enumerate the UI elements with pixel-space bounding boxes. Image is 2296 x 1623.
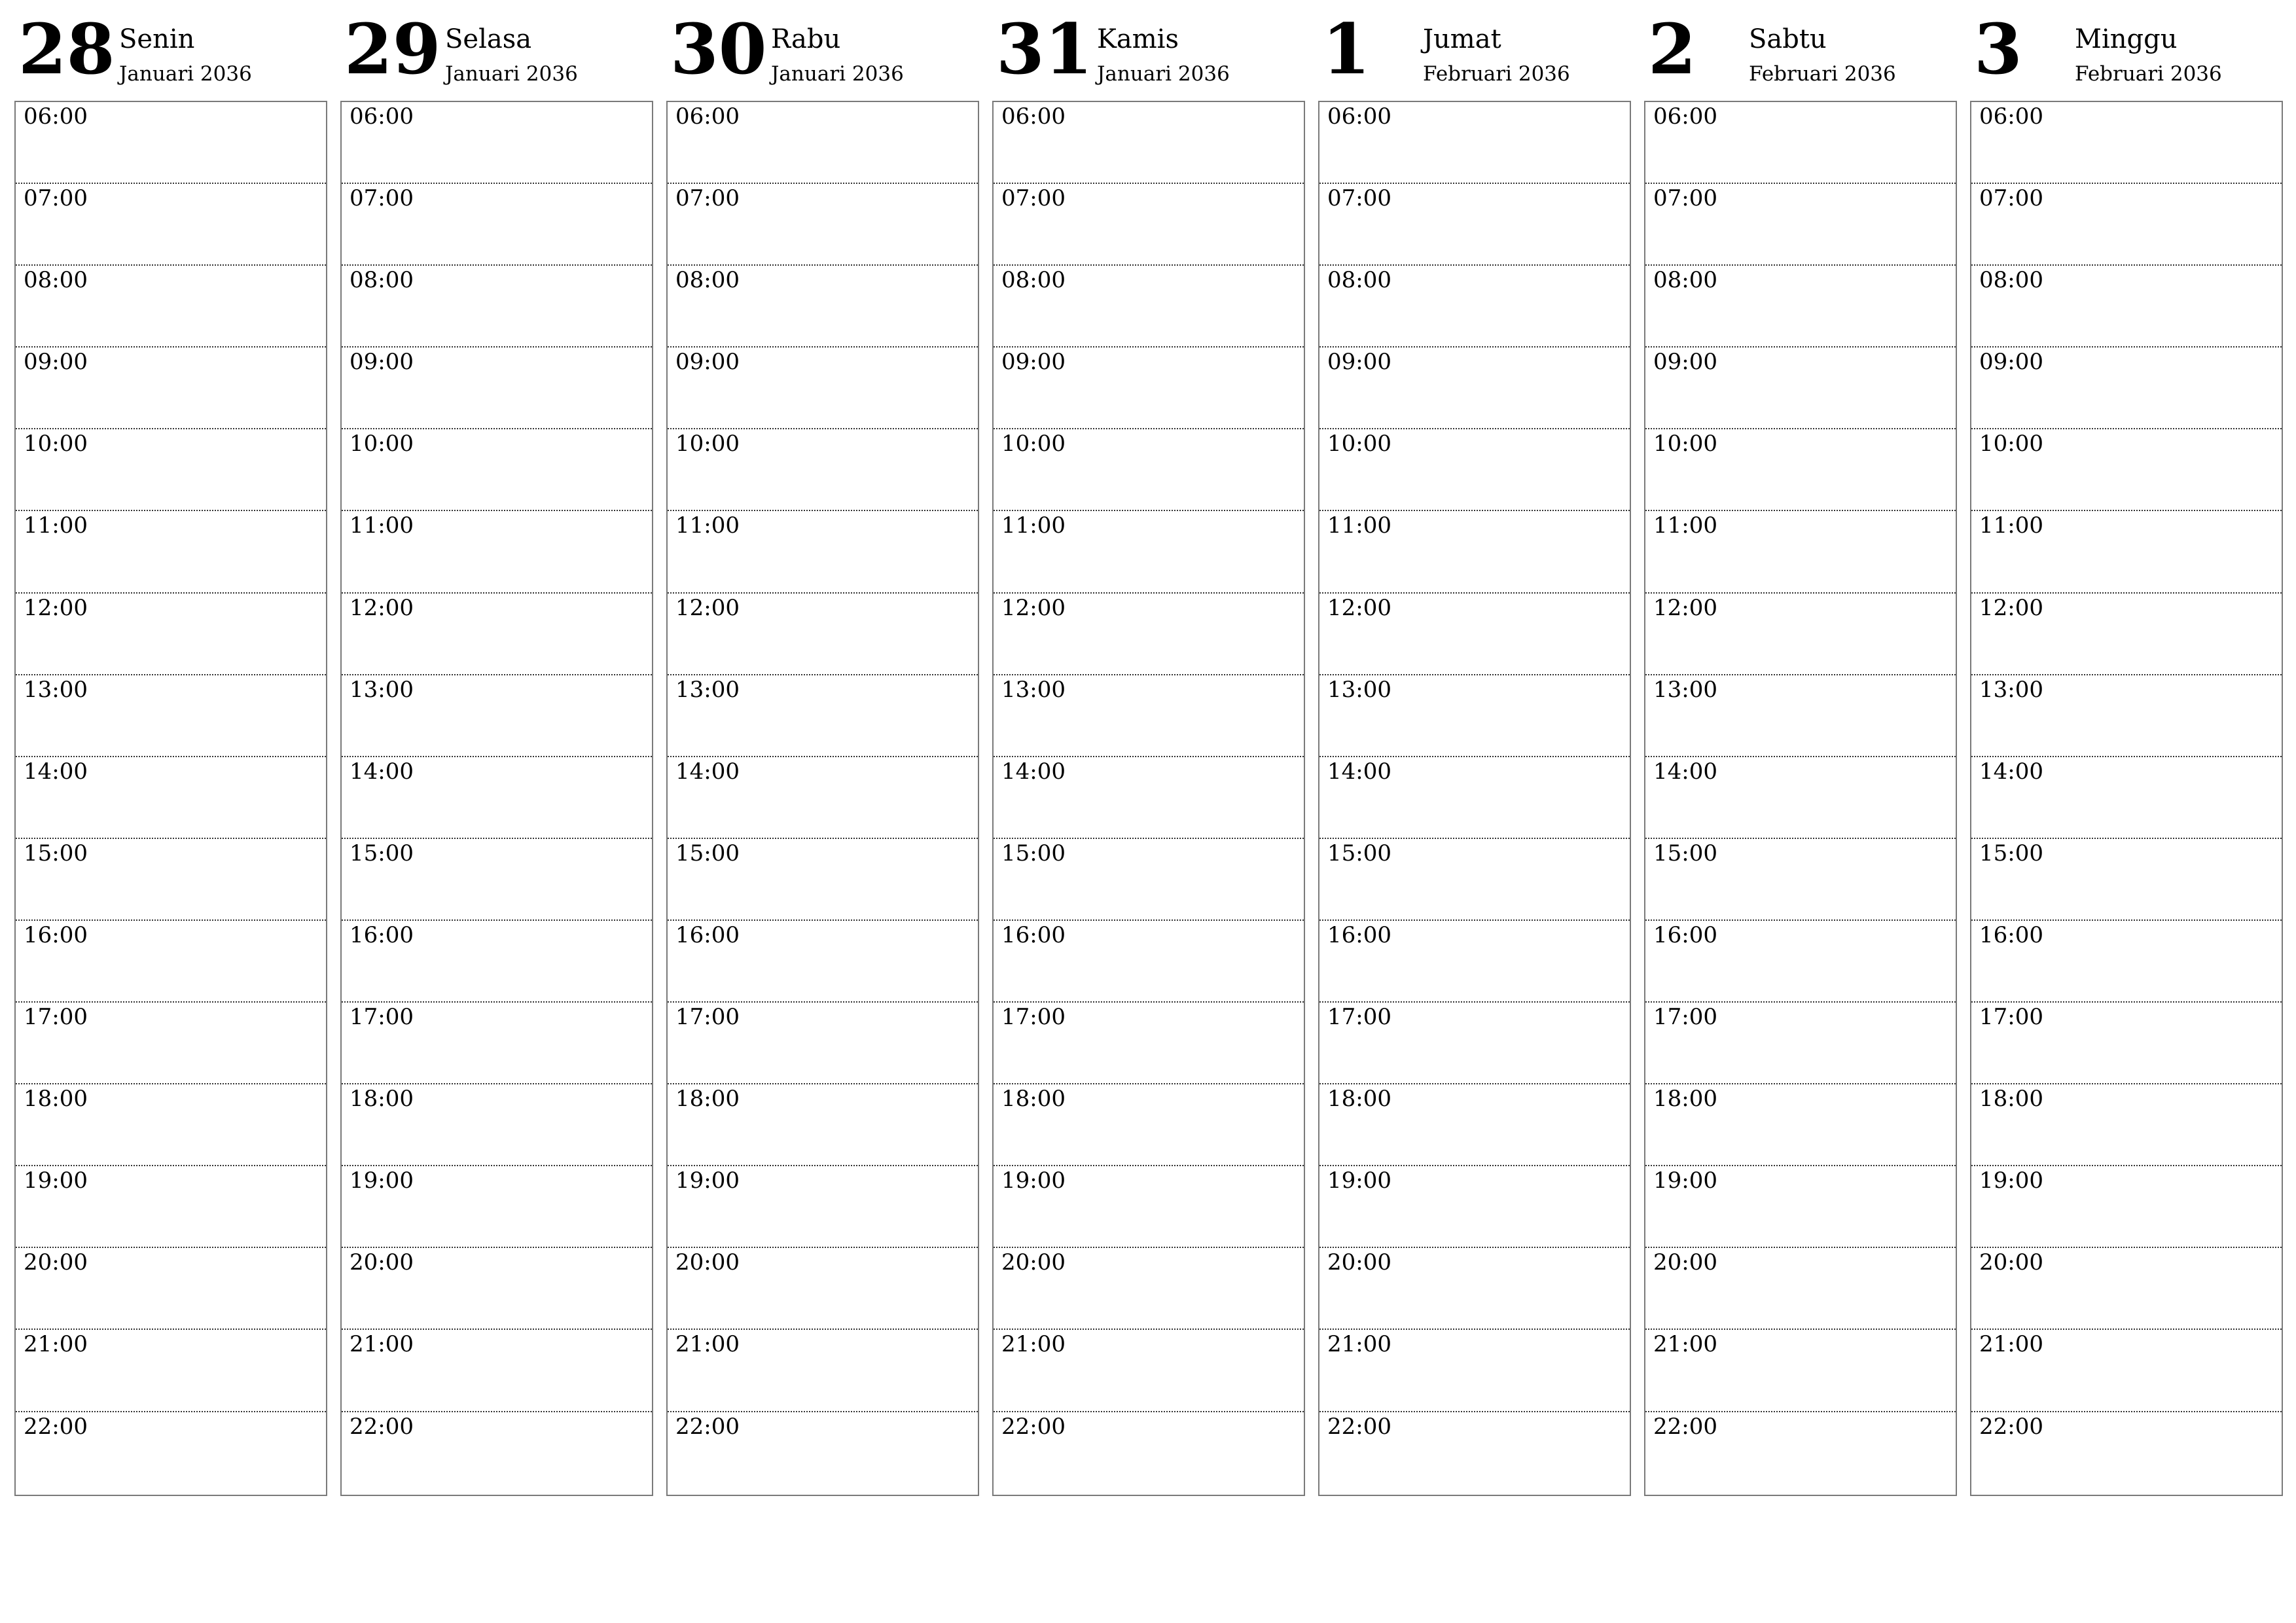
time-slot-label: 07:00: [1327, 185, 1391, 212]
time-slot[interactable]: [1319, 1003, 1630, 1084]
time-slot[interactable]: [16, 348, 326, 429]
time-slot[interactable]: [994, 1412, 1304, 1494]
time-slot[interactable]: [1645, 184, 1956, 266]
time-slot[interactable]: [994, 921, 1304, 1003]
time-slot-label: 11:00: [1979, 512, 2043, 539]
day-schedule-box: [992, 101, 1305, 1496]
time-slot-label: 08:00: [350, 267, 414, 294]
time-slot[interactable]: [342, 1330, 652, 1412]
time-slot-label: 10:00: [24, 431, 88, 457]
time-slot-label: 22:00: [24, 1413, 88, 1440]
time-slot-label: 13:00: [1327, 676, 1391, 703]
time-slot-label: 15:00: [1979, 840, 2043, 866]
time-slot[interactable]: [668, 1330, 978, 1412]
time-slot[interactable]: [1319, 266, 1630, 348]
time-slot-label: 19:00: [350, 1168, 414, 1194]
day-name: Minggu: [2075, 24, 2178, 54]
time-slot-label: 13:00: [24, 676, 88, 703]
day-header: [1644, 0, 1957, 98]
time-slot[interactable]: [1971, 1248, 2282, 1330]
time-slot[interactable]: [994, 839, 1304, 921]
day-column-3: [666, 0, 979, 1497]
time-slot[interactable]: [16, 102, 326, 184]
time-slot-label: 22:00: [1001, 1413, 1066, 1440]
day-header: [666, 0, 979, 98]
time-slot[interactable]: [1319, 757, 1630, 839]
day-schedule-box: [340, 101, 653, 1496]
time-slot-label: 17:00: [1653, 1004, 1717, 1031]
time-slot[interactable]: [1971, 1084, 2282, 1166]
time-slot[interactable]: [16, 511, 326, 593]
day-number: 28: [18, 8, 115, 90]
time-slot-label: 17:00: [1327, 1004, 1391, 1031]
time-slot[interactable]: [1645, 839, 1956, 921]
time-slot-label: 08:00: [1979, 267, 2043, 294]
time-slot-label: 09:00: [350, 349, 414, 376]
time-slot[interactable]: [1971, 921, 2282, 1003]
time-slot-label: 19:00: [1327, 1168, 1391, 1194]
time-slot[interactable]: [16, 1166, 326, 1248]
time-slot[interactable]: [1971, 594, 2282, 675]
time-slot-label: 10:00: [1979, 431, 2043, 457]
time-slot[interactable]: [668, 184, 978, 266]
day-header: [14, 0, 327, 98]
time-slot[interactable]: [16, 594, 326, 675]
day-number: 31: [996, 8, 1093, 90]
time-slot[interactable]: [1971, 511, 2282, 593]
time-slot[interactable]: [342, 757, 652, 839]
time-slot-label: 06:00: [350, 103, 414, 130]
time-slot[interactable]: [342, 348, 652, 429]
time-slot[interactable]: [1319, 429, 1630, 511]
time-slot-label: 18:00: [1001, 1086, 1066, 1113]
day-column-1: [14, 0, 327, 1497]
time-slot-label: 19:00: [1979, 1168, 2043, 1194]
day-column-7: [1970, 0, 2283, 1497]
time-slot[interactable]: [16, 1330, 326, 1412]
time-slot[interactable]: [1645, 266, 1956, 348]
day-name: Rabu: [771, 24, 841, 54]
time-slot-label: 14:00: [1979, 758, 2043, 785]
day-schedule-box: [1318, 101, 1631, 1496]
time-slot-label: 07:00: [350, 185, 414, 212]
time-slot[interactable]: [16, 429, 326, 511]
time-slot[interactable]: [994, 1248, 1304, 1330]
time-slot-label: 12:00: [1653, 594, 1717, 621]
time-slot-label: 18:00: [350, 1086, 414, 1113]
time-slot[interactable]: [1319, 1412, 1630, 1494]
day-name: Jumat: [1423, 24, 1501, 54]
time-slot[interactable]: [342, 1084, 652, 1166]
time-slot-label: 08:00: [1653, 267, 1717, 294]
time-slot[interactable]: [994, 594, 1304, 675]
time-slot-label: 09:00: [675, 349, 740, 376]
time-slot[interactable]: [342, 1248, 652, 1330]
time-slot[interactable]: [1645, 1166, 1956, 1248]
day-header: [992, 0, 1305, 98]
time-slot-label: 14:00: [1001, 758, 1066, 785]
time-slot-label: 06:00: [1653, 103, 1717, 130]
time-slot[interactable]: [16, 1003, 326, 1084]
time-slot[interactable]: [16, 184, 326, 266]
day-number: 2: [1648, 8, 1696, 90]
time-slot-label: 16:00: [1979, 921, 2043, 948]
day-column-2: [340, 0, 653, 1497]
time-slot-label: 15:00: [24, 840, 88, 866]
time-slot-label: 12:00: [24, 594, 88, 621]
time-slot[interactable]: [342, 675, 652, 757]
time-slot-label: 15:00: [1327, 840, 1391, 866]
time-slot[interactable]: [1319, 675, 1630, 757]
time-slot[interactable]: [1971, 839, 2282, 921]
time-slot-label: 08:00: [675, 267, 740, 294]
time-slot[interactable]: [1645, 594, 1956, 675]
time-slot-label: 21:00: [1001, 1331, 1066, 1358]
time-slot-label: 10:00: [675, 431, 740, 457]
time-slot[interactable]: [16, 266, 326, 348]
time-slot-label: 13:00: [675, 676, 740, 703]
time-slot-label: 07:00: [1653, 185, 1717, 212]
day-column-6: [1644, 0, 1957, 1497]
time-slot[interactable]: [994, 348, 1304, 429]
time-slot-label: 22:00: [1653, 1413, 1717, 1440]
time-slot-label: 16:00: [1001, 921, 1066, 948]
day-month-year: Januari 2036: [445, 62, 578, 86]
time-slot[interactable]: [1645, 429, 1956, 511]
time-slot-label: 20:00: [1327, 1249, 1391, 1276]
time-slot[interactable]: [994, 1084, 1304, 1166]
time-slot-label: 06:00: [1979, 103, 2043, 130]
time-slot[interactable]: [994, 266, 1304, 348]
time-slot-label: 19:00: [675, 1168, 740, 1194]
day-month-year: Februari 2036: [2075, 62, 2222, 86]
time-slot-label: 08:00: [1001, 267, 1066, 294]
day-header: [1970, 0, 2283, 98]
time-slot-label: 20:00: [350, 1249, 414, 1276]
time-slot[interactable]: [1319, 921, 1630, 1003]
time-slot[interactable]: [1971, 184, 2282, 266]
time-slot[interactable]: [1971, 348, 2282, 429]
time-slot-label: 20:00: [1653, 1249, 1717, 1276]
time-slot[interactable]: [1319, 102, 1630, 184]
time-slot-label: 11:00: [24, 512, 88, 539]
time-slot[interactable]: [1319, 594, 1630, 675]
time-slot-label: 13:00: [1653, 676, 1717, 703]
day-header: [340, 0, 653, 98]
time-slot-label: 10:00: [350, 431, 414, 457]
time-slot[interactable]: [16, 921, 326, 1003]
time-slot-label: 08:00: [24, 267, 88, 294]
time-slot-label: 14:00: [1653, 758, 1717, 785]
time-slot-label: 12:00: [1327, 594, 1391, 621]
time-slot[interactable]: [342, 839, 652, 921]
time-slot[interactable]: [1319, 1084, 1630, 1166]
time-slot-label: 12:00: [1979, 594, 2043, 621]
time-slot-label: 13:00: [350, 676, 414, 703]
time-slot[interactable]: [668, 1248, 978, 1330]
time-slot-label: 09:00: [1001, 349, 1066, 376]
day-number: 1: [1322, 8, 1371, 90]
time-slot-label: 21:00: [1653, 1331, 1717, 1358]
time-slot-label: 16:00: [675, 921, 740, 948]
time-slot-label: 20:00: [24, 1249, 88, 1276]
time-slot-label: 12:00: [1001, 594, 1066, 621]
time-slot[interactable]: [668, 102, 978, 184]
time-slot-label: 12:00: [675, 594, 740, 621]
time-slot[interactable]: [668, 675, 978, 757]
time-slot[interactable]: [342, 1003, 652, 1084]
time-slot[interactable]: [1319, 511, 1630, 593]
day-header: [1318, 0, 1631, 98]
time-slot-label: 22:00: [350, 1413, 414, 1440]
time-slot-label: 14:00: [24, 758, 88, 785]
time-slot[interactable]: [994, 757, 1304, 839]
day-name: Sabtu: [1749, 24, 1827, 54]
day-column-5: [1318, 0, 1631, 1497]
time-slot[interactable]: [668, 1412, 978, 1494]
time-slot[interactable]: [16, 1084, 326, 1166]
time-slot-label: 19:00: [1001, 1168, 1066, 1194]
time-slot-label: 14:00: [350, 758, 414, 785]
time-slot[interactable]: [1645, 511, 1956, 593]
time-slot-label: 11:00: [1653, 512, 1717, 539]
time-slot[interactable]: [1971, 1003, 2282, 1084]
day-name: Kamis: [1097, 24, 1179, 54]
day-month-year: Januari 2036: [119, 62, 252, 86]
time-slot-label: 06:00: [24, 103, 88, 130]
time-slot-label: 19:00: [24, 1168, 88, 1194]
day-month-year: Januari 2036: [1097, 62, 1230, 86]
time-slot-label: 18:00: [1979, 1086, 2043, 1113]
time-slot-label: 07:00: [1001, 185, 1066, 212]
time-slot[interactable]: [1319, 184, 1630, 266]
time-slot-label: 09:00: [1327, 349, 1391, 376]
time-slot[interactable]: [342, 921, 652, 1003]
time-slot-label: 15:00: [350, 840, 414, 866]
time-slot[interactable]: [994, 184, 1304, 266]
time-slot[interactable]: [994, 429, 1304, 511]
time-slot[interactable]: [1645, 757, 1956, 839]
time-slot[interactable]: [342, 429, 652, 511]
time-slot-label: 09:00: [24, 349, 88, 376]
time-slot-label: 21:00: [675, 1331, 740, 1358]
time-slot-label: 17:00: [24, 1004, 88, 1031]
time-slot[interactable]: [1971, 102, 2282, 184]
time-slot[interactable]: [16, 757, 326, 839]
weekly-planner: [14, 0, 2284, 1505]
time-slot-label: 13:00: [1001, 676, 1066, 703]
time-slot[interactable]: [342, 184, 652, 266]
time-slot-label: 10:00: [1327, 431, 1391, 457]
time-slot[interactable]: [1645, 1412, 1956, 1494]
day-column-4: [992, 0, 1305, 1497]
time-slot-label: 09:00: [1653, 349, 1717, 376]
day-schedule-box: [1644, 101, 1957, 1496]
time-slot-label: 21:00: [1327, 1331, 1391, 1358]
time-slot-label: 10:00: [1653, 431, 1717, 457]
time-slot[interactable]: [1645, 1003, 1956, 1084]
time-slot-label: 19:00: [1653, 1168, 1717, 1194]
time-slot-label: 11:00: [1327, 512, 1391, 539]
time-slot-label: 09:00: [1979, 349, 2043, 376]
time-slot-label: 06:00: [1327, 103, 1391, 130]
time-slot[interactable]: [668, 266, 978, 348]
time-slot-label: 08:00: [1327, 267, 1391, 294]
time-slot-label: 21:00: [350, 1331, 414, 1358]
time-slot[interactable]: [342, 1166, 652, 1248]
time-slot[interactable]: [668, 1003, 978, 1084]
time-slot[interactable]: [1645, 102, 1956, 184]
time-slot-label: 16:00: [1327, 921, 1391, 948]
day-number: 3: [1974, 8, 2022, 90]
time-slot[interactable]: [1971, 1166, 2282, 1248]
time-slot[interactable]: [1971, 1330, 2282, 1412]
day-number: 29: [344, 8, 441, 90]
time-slot-label: 11:00: [350, 512, 414, 539]
day-number: 30: [670, 8, 767, 90]
time-slot[interactable]: [668, 757, 978, 839]
time-slot[interactable]: [668, 429, 978, 511]
time-slot-label: 18:00: [24, 1086, 88, 1113]
time-slot-label: 17:00: [1001, 1004, 1066, 1031]
time-slot[interactable]: [1645, 348, 1956, 429]
time-slot-label: 17:00: [350, 1004, 414, 1031]
time-slot-label: 17:00: [675, 1004, 740, 1031]
time-slot[interactable]: [16, 675, 326, 757]
time-slot[interactable]: [1319, 839, 1630, 921]
time-slot[interactable]: [1319, 1330, 1630, 1412]
time-slot[interactable]: [342, 102, 652, 184]
day-name: Selasa: [445, 24, 532, 54]
time-slot[interactable]: [342, 594, 652, 675]
time-slot-label: 12:00: [350, 594, 414, 621]
time-slot-label: 07:00: [1979, 185, 2043, 212]
time-slot-label: 18:00: [1327, 1086, 1391, 1113]
time-slot[interactable]: [16, 839, 326, 921]
time-slot-label: 06:00: [1001, 103, 1066, 130]
day-month-year: Februari 2036: [1749, 62, 1896, 86]
time-slot-label: 14:00: [675, 758, 740, 785]
day-schedule-box: [1970, 101, 2283, 1496]
time-slot[interactable]: [1645, 1330, 1956, 1412]
time-slot[interactable]: [342, 511, 652, 593]
time-slot[interactable]: [1319, 1166, 1630, 1248]
time-slot-label: 18:00: [675, 1086, 740, 1113]
time-slot-label: 06:00: [675, 103, 740, 130]
time-slot[interactable]: [16, 1248, 326, 1330]
time-slot-label: 15:00: [675, 840, 740, 866]
day-name: Senin: [119, 24, 195, 54]
time-slot[interactable]: [342, 1412, 652, 1494]
time-slot-label: 14:00: [1327, 758, 1391, 785]
time-slot[interactable]: [1971, 757, 2282, 839]
time-slot-label: 22:00: [1327, 1413, 1391, 1440]
time-slot-label: 16:00: [1653, 921, 1717, 948]
time-slot-label: 22:00: [1979, 1413, 2043, 1440]
time-slot-label: 10:00: [1001, 431, 1066, 457]
time-slot-label: 07:00: [24, 185, 88, 212]
time-slot-label: 16:00: [24, 921, 88, 948]
time-slot[interactable]: [342, 266, 652, 348]
time-slot[interactable]: [16, 1412, 326, 1494]
time-slot[interactable]: [1319, 348, 1630, 429]
time-slot-label: 07:00: [675, 185, 740, 212]
day-schedule-box: [666, 101, 979, 1496]
time-slot[interactable]: [668, 1166, 978, 1248]
time-slot[interactable]: [1971, 1412, 2282, 1494]
time-slot-label: 16:00: [350, 921, 414, 948]
time-slot-label: 21:00: [24, 1331, 88, 1358]
day-schedule-box: [14, 101, 327, 1496]
time-slot[interactable]: [1645, 1084, 1956, 1166]
time-slot-label: 21:00: [1979, 1331, 2043, 1358]
time-slot[interactable]: [994, 1330, 1304, 1412]
time-slot-label: 18:00: [1653, 1086, 1717, 1113]
time-slot[interactable]: [1645, 675, 1956, 757]
time-slot[interactable]: [1645, 1248, 1956, 1330]
time-slot[interactable]: [668, 839, 978, 921]
time-slot[interactable]: [994, 675, 1304, 757]
time-slot[interactable]: [994, 102, 1304, 184]
day-month-year: Januari 2036: [771, 62, 904, 86]
time-slot[interactable]: [1319, 1248, 1630, 1330]
time-slot-label: 22:00: [675, 1413, 740, 1440]
time-slot-label: 13:00: [1979, 676, 2043, 703]
time-slot-label: 20:00: [675, 1249, 740, 1276]
time-slot[interactable]: [668, 594, 978, 675]
time-slot-label: 15:00: [1001, 840, 1066, 866]
time-slot[interactable]: [668, 348, 978, 429]
time-slot[interactable]: [668, 921, 978, 1003]
time-slot[interactable]: [668, 1084, 978, 1166]
time-slot-label: 20:00: [1001, 1249, 1066, 1276]
time-slot[interactable]: [668, 511, 978, 593]
time-slot[interactable]: [994, 1166, 1304, 1248]
time-slot[interactable]: [1971, 429, 2282, 511]
day-month-year: Februari 2036: [1423, 62, 1570, 86]
time-slot[interactable]: [994, 511, 1304, 593]
time-slot[interactable]: [1645, 921, 1956, 1003]
time-slot[interactable]: [994, 1003, 1304, 1084]
time-slot-label: 20:00: [1979, 1249, 2043, 1276]
time-slot-label: 17:00: [1979, 1004, 2043, 1031]
time-slot[interactable]: [1971, 675, 2282, 757]
time-slot-label: 11:00: [1001, 512, 1066, 539]
time-slot-label: 15:00: [1653, 840, 1717, 866]
time-slot-label: 11:00: [675, 512, 740, 539]
time-slot[interactable]: [1971, 266, 2282, 348]
